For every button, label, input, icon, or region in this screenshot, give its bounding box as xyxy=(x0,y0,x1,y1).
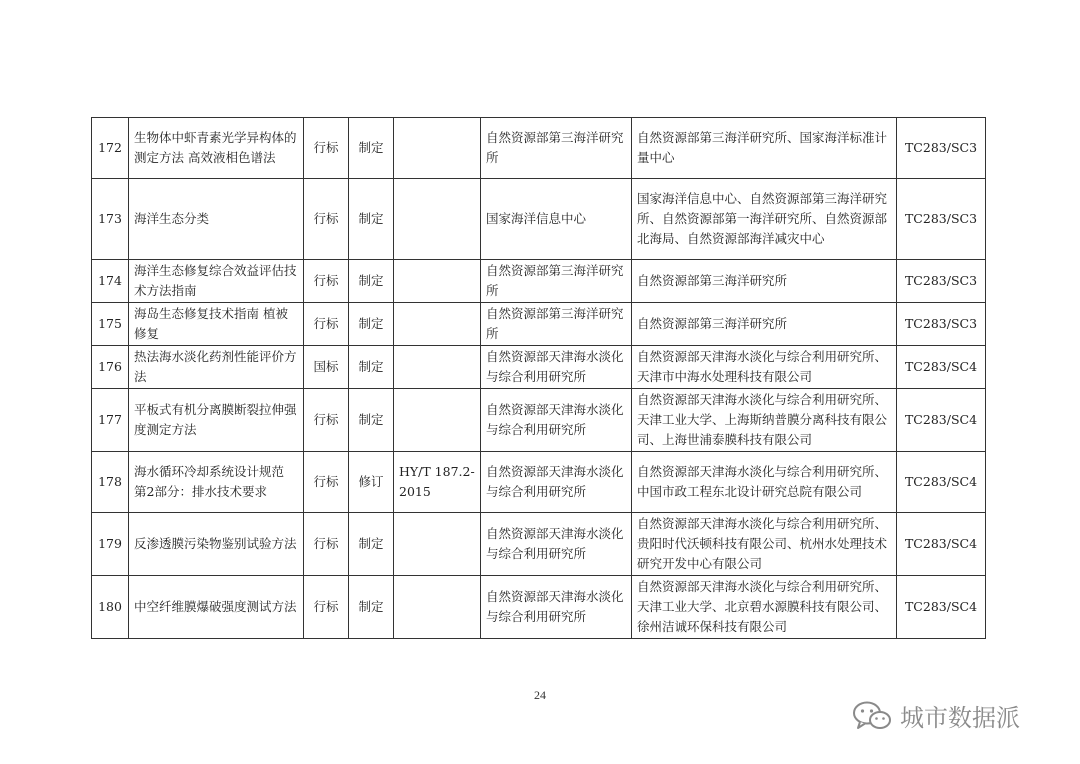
action-type: 修订 xyxy=(349,452,394,513)
technical-committee: TC283/SC4 xyxy=(897,452,986,513)
proposer-unit: 自然资源部天津海水淡化与综合利用研究所 xyxy=(481,346,632,389)
proposer-unit: 自然资源部天津海水淡化与综合利用研究所 xyxy=(481,513,632,576)
table-row xyxy=(92,576,986,639)
replaced-standard xyxy=(394,260,481,303)
standard-name: 热法海水淡化药剂性能评价方法 xyxy=(129,346,304,389)
technical-committee: TC283/SC3 xyxy=(897,260,986,303)
action-type: 制定 xyxy=(349,576,394,639)
row-number: 174 xyxy=(92,260,129,303)
replaced-standard xyxy=(394,179,481,260)
replaced-standard xyxy=(394,389,481,452)
proposer-unit: 国家海洋信息中心 xyxy=(481,179,632,260)
standard-name: 海水循环冷却系统设计规范 第2部分：排水技术要求 xyxy=(129,452,304,513)
proposer-unit: 自然资源部第三海洋研究所 xyxy=(481,260,632,303)
replaced-standard xyxy=(394,303,481,346)
drafting-units: 自然资源部天津海水淡化与综合利用研究所、天津市中海水处理科技有限公司 xyxy=(632,346,897,389)
standard-type: 国标 xyxy=(304,346,349,389)
action-type: 制定 xyxy=(349,118,394,179)
table-row xyxy=(92,346,986,389)
action-type: 制定 xyxy=(349,346,394,389)
drafting-units: 国家海洋信息中心、自然资源部第三海洋研究所、自然资源部第一海洋研究所、自然资源部北海局、自然资源部海洋减灾中心 xyxy=(632,179,897,260)
standard-type: 行标 xyxy=(304,303,349,346)
row-number: 173 xyxy=(92,179,129,260)
proposer-unit: 自然资源部天津海水淡化与综合利用研究所 xyxy=(481,452,632,513)
drafting-units: 自然资源部第三海洋研究所 xyxy=(632,260,897,303)
row-number: 177 xyxy=(92,389,129,452)
table-row xyxy=(92,303,986,346)
standard-type: 行标 xyxy=(304,118,349,179)
standard-name: 海洋生态修复综合效益评估技术方法指南 xyxy=(129,260,304,303)
technical-committee: TC283/SC4 xyxy=(897,513,986,576)
standard-name: 生物体中虾青素光学异构体的测定方法 高效液相色谱法 xyxy=(129,118,304,179)
action-type: 制定 xyxy=(349,260,394,303)
row-number: 180 xyxy=(92,576,129,639)
action-type: 制定 xyxy=(349,303,394,346)
technical-committee: TC283/SC4 xyxy=(897,576,986,639)
standard-name: 反渗透膜污染物鉴别试验方法 xyxy=(129,513,304,576)
proposer-unit: 自然资源部天津海水淡化与综合利用研究所 xyxy=(481,389,632,452)
action-type: 制定 xyxy=(349,389,394,452)
technical-committee: TC283/SC3 xyxy=(897,179,986,260)
standard-name: 平板式有机分离膜断裂拉伸强度测定方法 xyxy=(129,389,304,452)
drafting-units: 自然资源部天津海水淡化与综合利用研究所、天津工业大学、上海斯纳普膜分离科技有限公司、上海世浦泰膜科技有限公司 xyxy=(632,389,897,452)
row-number: 176 xyxy=(92,346,129,389)
standard-name: 海岛生态修复技术指南 植被修复 xyxy=(129,303,304,346)
drafting-units: 自然资源部第三海洋研究所 xyxy=(632,303,897,346)
technical-committee: TC283/SC3 xyxy=(897,118,986,179)
table-row xyxy=(92,179,986,260)
standard-type: 行标 xyxy=(304,389,349,452)
drafting-units: 自然资源部第三海洋研究所、国家海洋标准计量中心 xyxy=(632,118,897,179)
standard-type: 行标 xyxy=(304,576,349,639)
watermark xyxy=(852,698,1020,733)
page-number: 24 xyxy=(534,688,546,702)
table-row xyxy=(92,452,986,513)
replaced-standard xyxy=(394,346,481,389)
table-row xyxy=(92,389,986,452)
proposer-unit: 自然资源部第三海洋研究所 xyxy=(481,303,632,346)
standard-type: 行标 xyxy=(304,513,349,576)
technical-committee: TC283/SC3 xyxy=(897,303,986,346)
proposer-unit: 自然资源部第三海洋研究所 xyxy=(481,118,632,179)
action-type: 制定 xyxy=(349,179,394,260)
replaced-standard xyxy=(394,118,481,179)
row-number: 175 xyxy=(92,303,129,346)
watermark-text: 城市数据派 xyxy=(900,704,1020,732)
replaced-standard xyxy=(394,576,481,639)
row-number: 172 xyxy=(92,118,129,179)
row-number: 179 xyxy=(92,513,129,576)
standard-name: 中空纤维膜爆破强度测试方法 xyxy=(129,576,304,639)
technical-committee: TC283/SC4 xyxy=(897,346,986,389)
standard-type: 行标 xyxy=(304,260,349,303)
table-row xyxy=(92,513,986,576)
replaced-standard xyxy=(394,513,481,576)
drafting-units: 自然资源部天津海水淡化与综合利用研究所、中国市政工程东北设计研究总院有限公司 xyxy=(632,452,897,513)
wechat-icon xyxy=(852,700,892,732)
proposer-unit: 自然资源部天津海水淡化与综合利用研究所 xyxy=(481,576,632,639)
table-row xyxy=(92,118,986,179)
technical-committee: TC283/SC4 xyxy=(897,389,986,452)
table-row xyxy=(92,260,986,303)
action-type: 制定 xyxy=(349,513,394,576)
standard-name: 海洋生态分类 xyxy=(129,179,304,260)
standard-type: 行标 xyxy=(304,179,349,260)
drafting-units: 自然资源部天津海水淡化与综合利用研究所、贵阳时代沃顿科技有限公司、杭州水处理技术研究开发中心有限公司 xyxy=(632,513,897,576)
standard-type: 行标 xyxy=(304,452,349,513)
row-number: 178 xyxy=(92,452,129,513)
standards-table xyxy=(91,117,986,639)
replaced-standard: HY/T 187.2-2015 xyxy=(394,452,481,513)
drafting-units: 自然资源部天津海水淡化与综合利用研究所、天津工业大学、北京碧水源膜科技有限公司、徐州洁诚环保科技有限公司 xyxy=(632,576,897,639)
